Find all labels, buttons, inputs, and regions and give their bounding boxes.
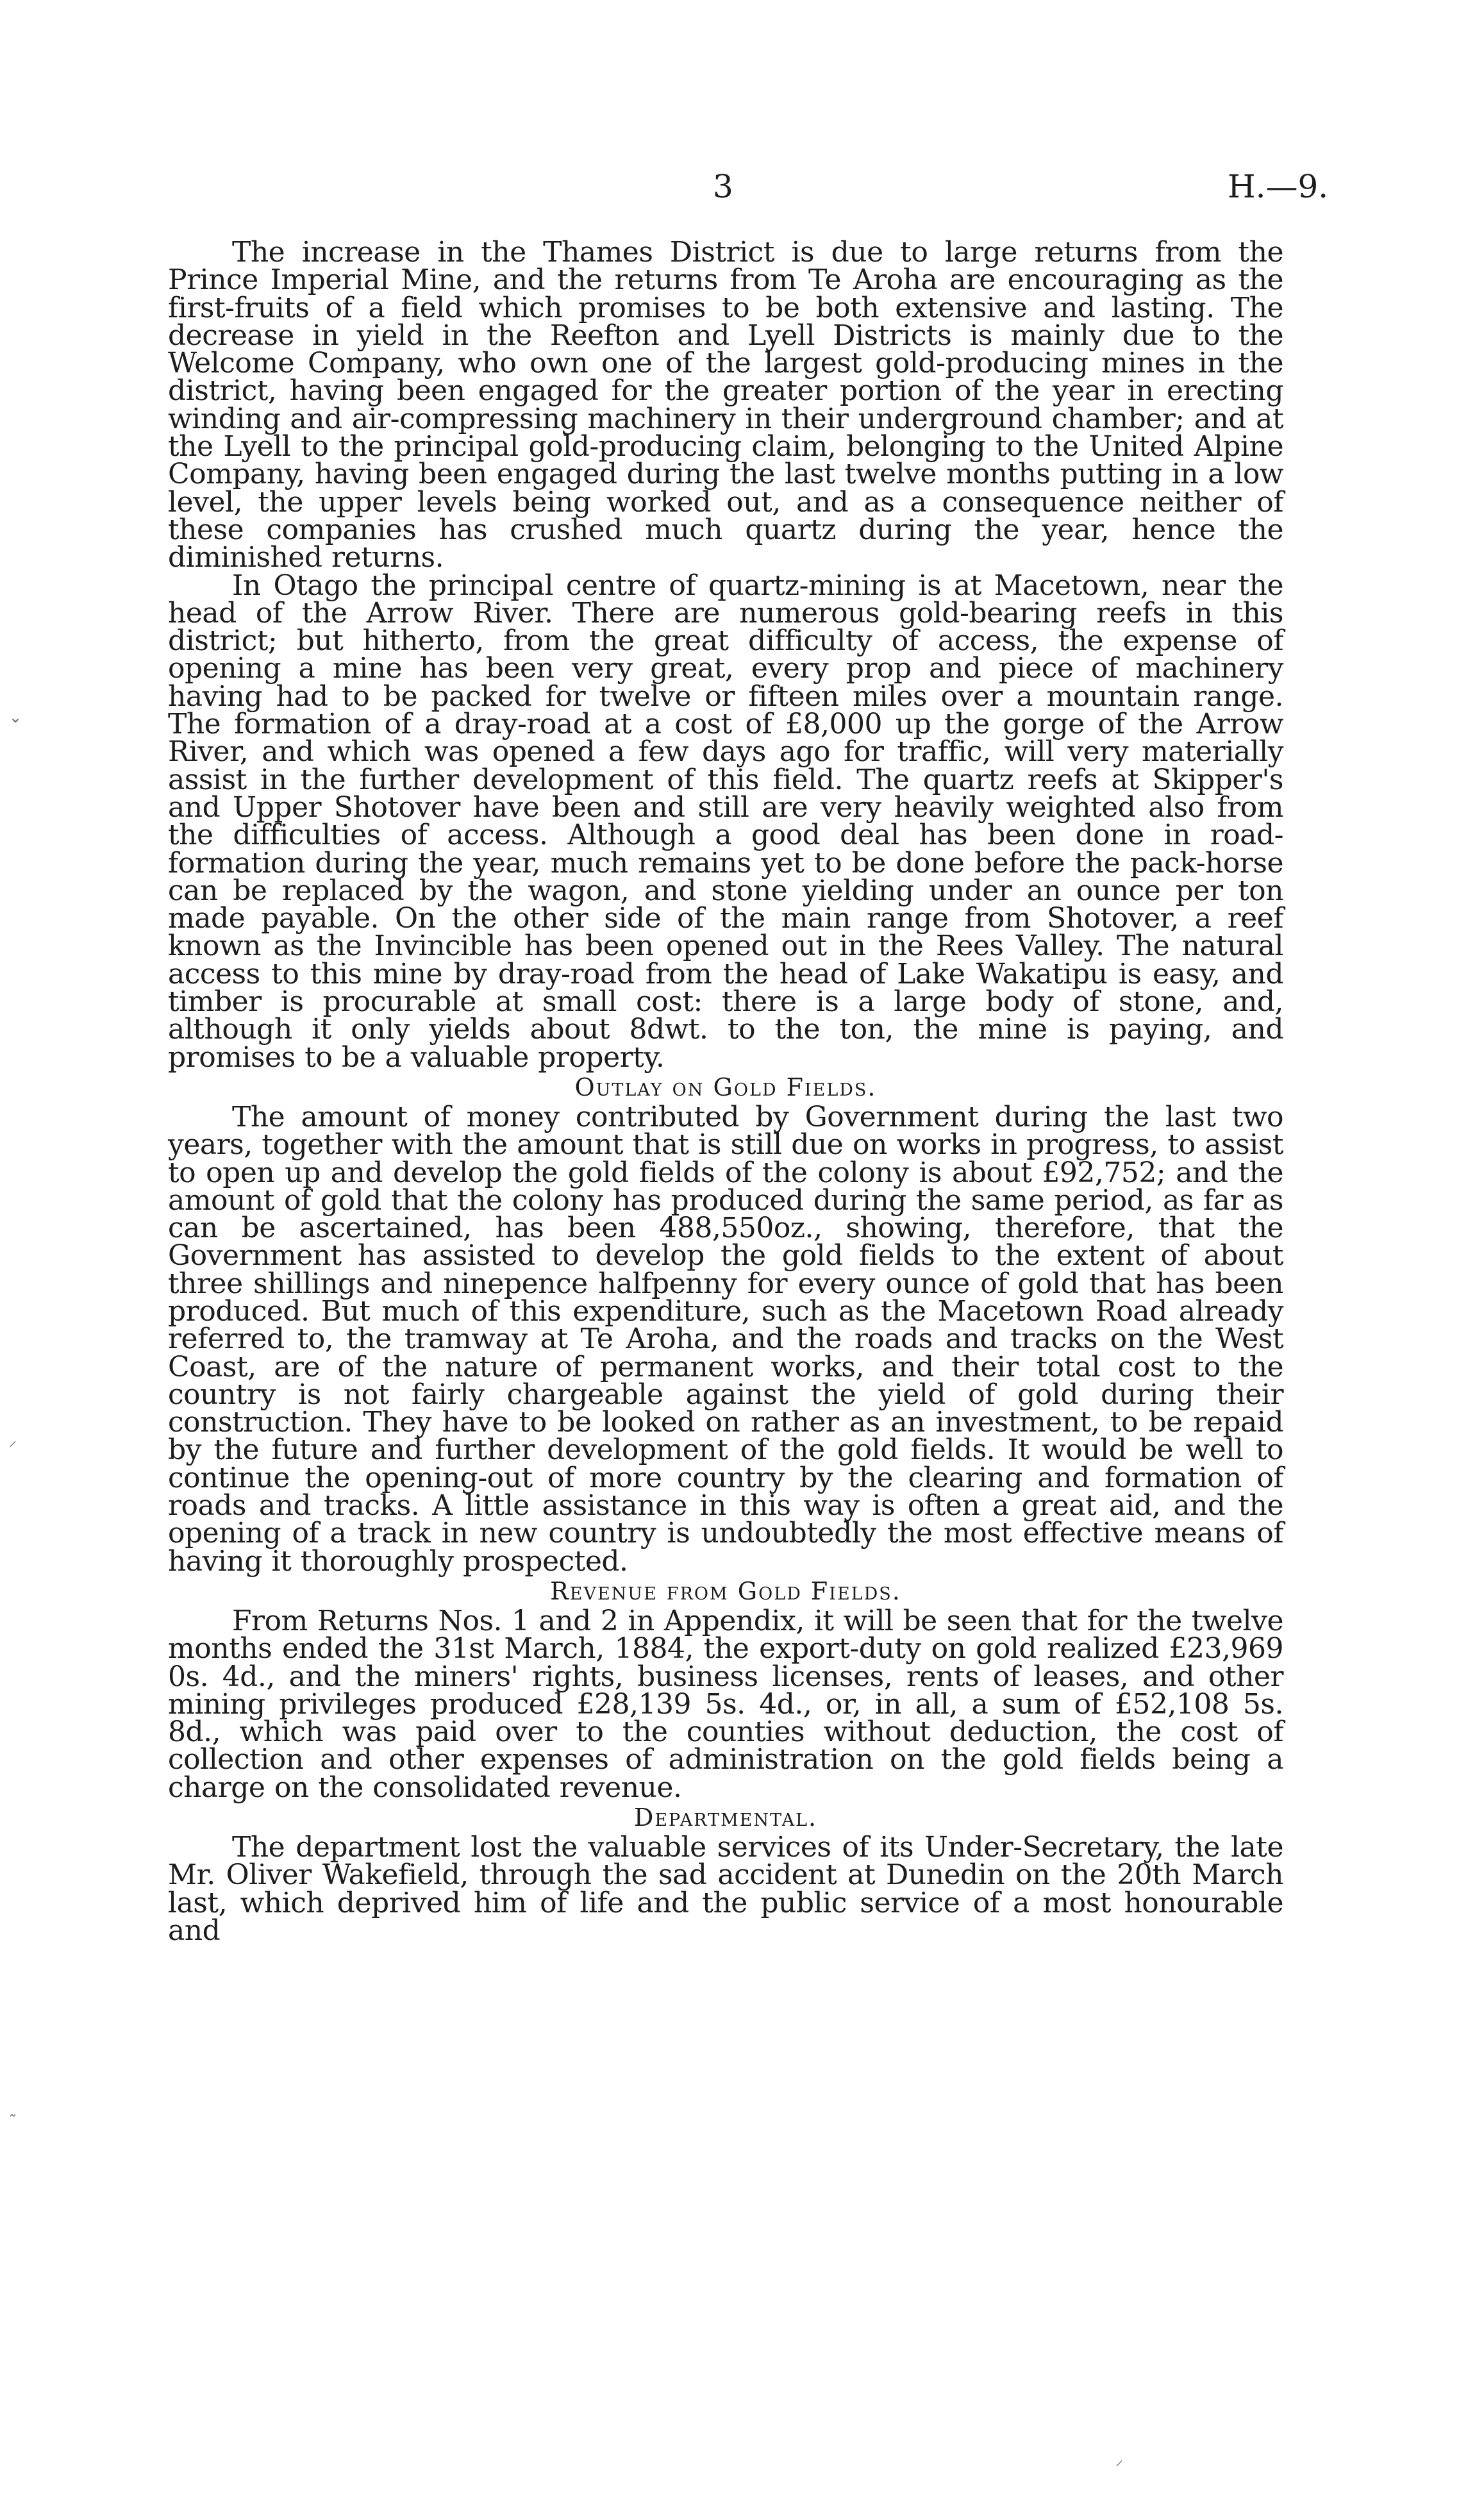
document-reference: H.—9. — [1228, 168, 1329, 205]
document-body — [168, 236, 1283, 1947]
page-number: 3 — [713, 168, 734, 205]
paragraph-thames-district: The increase in the Thames District is due to large returns from the Prince Imperial Mine, and the returns from Te Aroha are encouraging as the first-fruits of a field which promises to be both extensive and lasting. The decrease in yield in the Reefton and Lyell Districts is mainly due to the Welcome Company, who own one of the largest gold-producing mines in the district, having been engaged for the greater portion of the year in erecting winding and air-compressing machinery in their underground chamber; and at the Lyell to the principal gold-producing claim, belonging to the United Alpine Company, having been engaged during the last twelve months putting in a low level, the upper levels being worked out, and as a consequence neither of these companies has crushed much quartz during the year, hence the diminished returns. — [168, 236, 1283, 574]
scan-mark: ˷ — [9, 2100, 17, 2118]
heading-revenue-from-gold-fields: Revenue from Gold Fields. — [550, 1576, 901, 1605]
paragraph-otago-quartz-mining: In Otago the principal centre of quartz-mining is at Macetown, near the head of the Arrow River. There are numerous gold-bearing reefs in this district; but hitherto, from the great difficulty of access, the expense of opening a mine has been very great, every prop and piece of machinery having had to be packed for twelve or fifteen miles over a mountain range. The formation of a dray-road at a cost of £8,000 up the gorge of the Arrow River, and which was opened a few days ago for traffic, will very materially assist in the further development of this field. The quartz reefs at Skipper's and Upper Shotover have been and still are very heavily weighted also from the difficulties of access. Although a good deal has been done in road-formation during the year, much remains yet to be done before the pack-horse can be replaced by the wagon, and stone yielding under an ounce per ton made payable. On the other side of the main range from Shotover, a reef known as the Invincible has been opened out in the Rees Valley. The natural access to this mine by dray-road from the head of Lake Wakatipu is easy, and timber is procurable at small cost: there is a large body of stone, and, although it only yields about 8dwt. to the ton, the mine is paying, and promises to be a valuable property. — [168, 569, 1283, 1074]
scan-mark: ⌄ — [9, 708, 22, 726]
paragraph-outlay: The amount of money contributed by Government during the last two years, together with the amount that is still due on works in progress, to assist to open up and develop the gold fields of the colony is about £92,752; and the amount of gold that the colony has produced during the same period, as far as can be ascertained, has been 488,550oz., showing, therefore, that the Government has assisted to develop the gold fields to the extent of about three shillings and ninepence halfpenny for every ounce of gold that has been produced. But much of this expenditure, such as the Macetown Road already referred to, the tramway at Te Aroha, and the roads and tracks on the West Coast, are of the nature of permanent works, and their total cost to the country is not fairly chargeable against the yield of gold during their construction. They have to be looked on rather as an investment, to be repaid by the future and further development of the gold fields. It would be well to continue the opening-out of more country by the clearing and formation of roads and tracks. A little assistance in this way is often a great aid, and the opening of a track in new country is undoubtedly the most effective means of having it thoroughly prospected. — [168, 1100, 1283, 1578]
scan-mark: ⸝ — [1115, 2451, 1123, 2469]
scan-mark: ⸝ — [9, 1432, 17, 1449]
heading-departmental: Departmental. — [633, 1803, 818, 1832]
paragraph-departmental: The department lost the valuable services of its Under-Secretary, the late Mr. Oliver Wakefield, through the sad accident at Dunedin on the 20th March last, which deprived him of life and the public service of a most honourable and — [168, 1831, 1283, 1947]
paragraph-revenue: From Returns Nos. 1 and 2 in Appendix, it will be seen that for the twelve months ended the 31st March, 1884, the export-duty on gold realized £23,969 0s. 4d., and the miners' rights, business licenses, rents of leases, and other mining privileges produced £28,139 5s. 4d., or, in all, a sum of £52,108 5s. 8d., which was paid over to the counties without deduction, the cost of collection and other expenses of administration on the gold fields being a charge on the consolidated revenue. — [168, 1604, 1283, 1804]
page-header — [0, 168, 1484, 219]
heading-outlay-on-gold-fields: Outlay on Gold Fields. — [574, 1073, 877, 1101]
